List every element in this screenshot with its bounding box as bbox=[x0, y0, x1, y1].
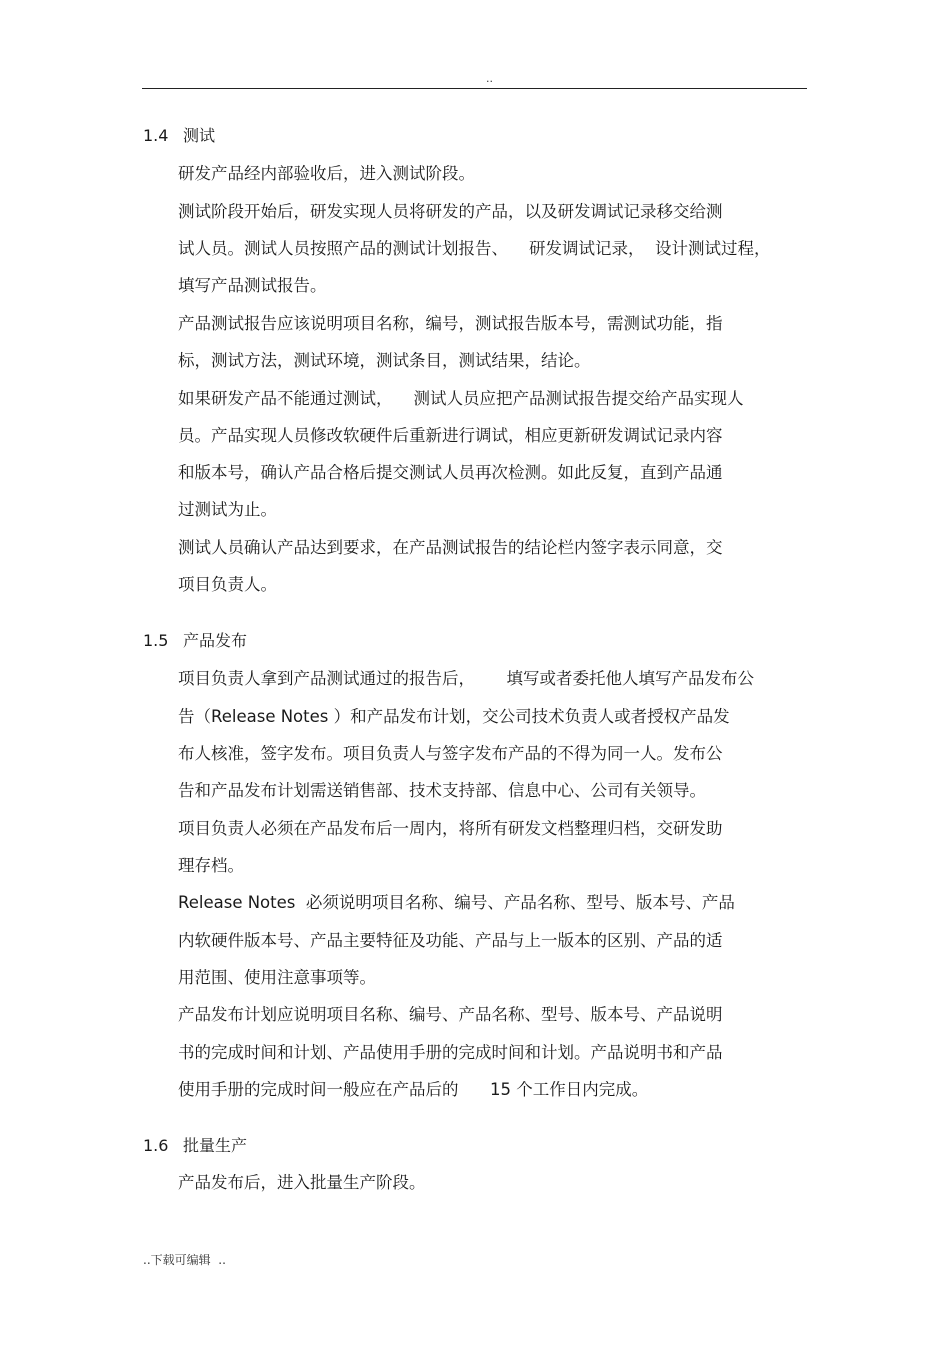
paragraph-line: 布人核准，签字发布。项目负责人与签字发布产品的不得为同一人。发布公 bbox=[178, 744, 723, 763]
paragraph-line: 产品测试报告应该说明项目名称，编号，测试报告版本号，需测试功能，指 bbox=[178, 314, 723, 333]
paragraph-line: 测试人员确认产品达到要求，在产品测试报告的结论栏内签字表示同意，交 bbox=[178, 538, 723, 557]
section-number: 1.4 bbox=[143, 126, 169, 145]
paragraph-line: Release Notes 必须说明项目名称、编号、产品名称、型号、版本号、产品 bbox=[178, 893, 735, 912]
paragraph-line: 项目负责人必须在产品发布后一周内，将所有研发文档整理归档，交研发助 bbox=[178, 819, 723, 838]
section-heading-1-4 bbox=[143, 126, 215, 146]
paragraph-line: 使用手册的完成时间一般应在产品后的 15 个工作日内完成。 bbox=[178, 1080, 649, 1099]
section-heading-1-5 bbox=[143, 631, 247, 651]
paragraph-line: 产品发布后，进入批量生产阶段。 bbox=[178, 1173, 426, 1192]
paragraph-line: 用范围、使用注意事项等。 bbox=[178, 968, 376, 987]
paragraph-line: 和版本号，确认产品合格后提交测试人员再次检测。如此反复，直到产品通 bbox=[178, 463, 723, 482]
section-number: 1.6 bbox=[143, 1136, 169, 1155]
section-heading-1-6 bbox=[143, 1136, 247, 1156]
paragraph-line: 产品发布计划应说明项目名称、编号、产品名称、型号、版本号、产品说明 bbox=[178, 1005, 723, 1024]
paragraph-line: 理存档。 bbox=[178, 856, 244, 875]
header-rule bbox=[142, 88, 807, 89]
section-title: 批量生产 bbox=[183, 1136, 248, 1155]
paragraph-line: 标，测试方法，测试环境，测试条目，测试结果，结论。 bbox=[178, 351, 591, 370]
header-mark: .. bbox=[486, 72, 493, 85]
paragraph-line: 项目负责人。 bbox=[178, 575, 277, 594]
paragraph-line: 告（Release Notes ）和产品发布计划，交公司技术负责人或者授权产品发 bbox=[178, 707, 730, 726]
paragraph-line: 研发产品经内部验收后，进入测试阶段。 bbox=[178, 164, 475, 183]
page-footer: ..下载可编辑 .. bbox=[143, 1253, 226, 1267]
section-title: 测试 bbox=[183, 126, 216, 145]
paragraph-line: 项目负责人拿到产品测试通过的报告后， 填写或者委托他人填写产品发布公 bbox=[178, 669, 754, 688]
paragraph-line: 如果研发产品不能通过测试， 测试人员应把产品测试报告提交给产品实现人 bbox=[178, 389, 744, 408]
paragraph-line: 书的完成时间和计划、产品使用手册的完成时间和计划。产品说明书和产品 bbox=[178, 1043, 723, 1062]
paragraph-line: 过测试为止。 bbox=[178, 500, 277, 519]
paragraph-line: 告和产品发布计划需送销售部、技术支持部、信息中心、公司有关领导。 bbox=[178, 781, 706, 800]
paragraph-line: 填写产品测试报告。 bbox=[178, 276, 327, 295]
paragraph-line: 内软硬件版本号、产品主要特征及功能、产品与上一版本的区别、产品的适 bbox=[178, 931, 723, 950]
section-title: 产品发布 bbox=[183, 631, 248, 650]
section-number: 1.5 bbox=[143, 631, 169, 650]
paragraph-line: 试人员。测试人员按照产品的测试计划报告、 研发调试记录， 设计测试过程， bbox=[178, 239, 771, 258]
paragraph-line: 员。产品实现人员修改软硬件后重新进行调试，相应更新研发调试记录内容 bbox=[178, 426, 723, 445]
paragraph-line: 测试阶段开始后，研发实现人员将研发的产品，以及研发调试记录移交给测 bbox=[178, 202, 723, 221]
